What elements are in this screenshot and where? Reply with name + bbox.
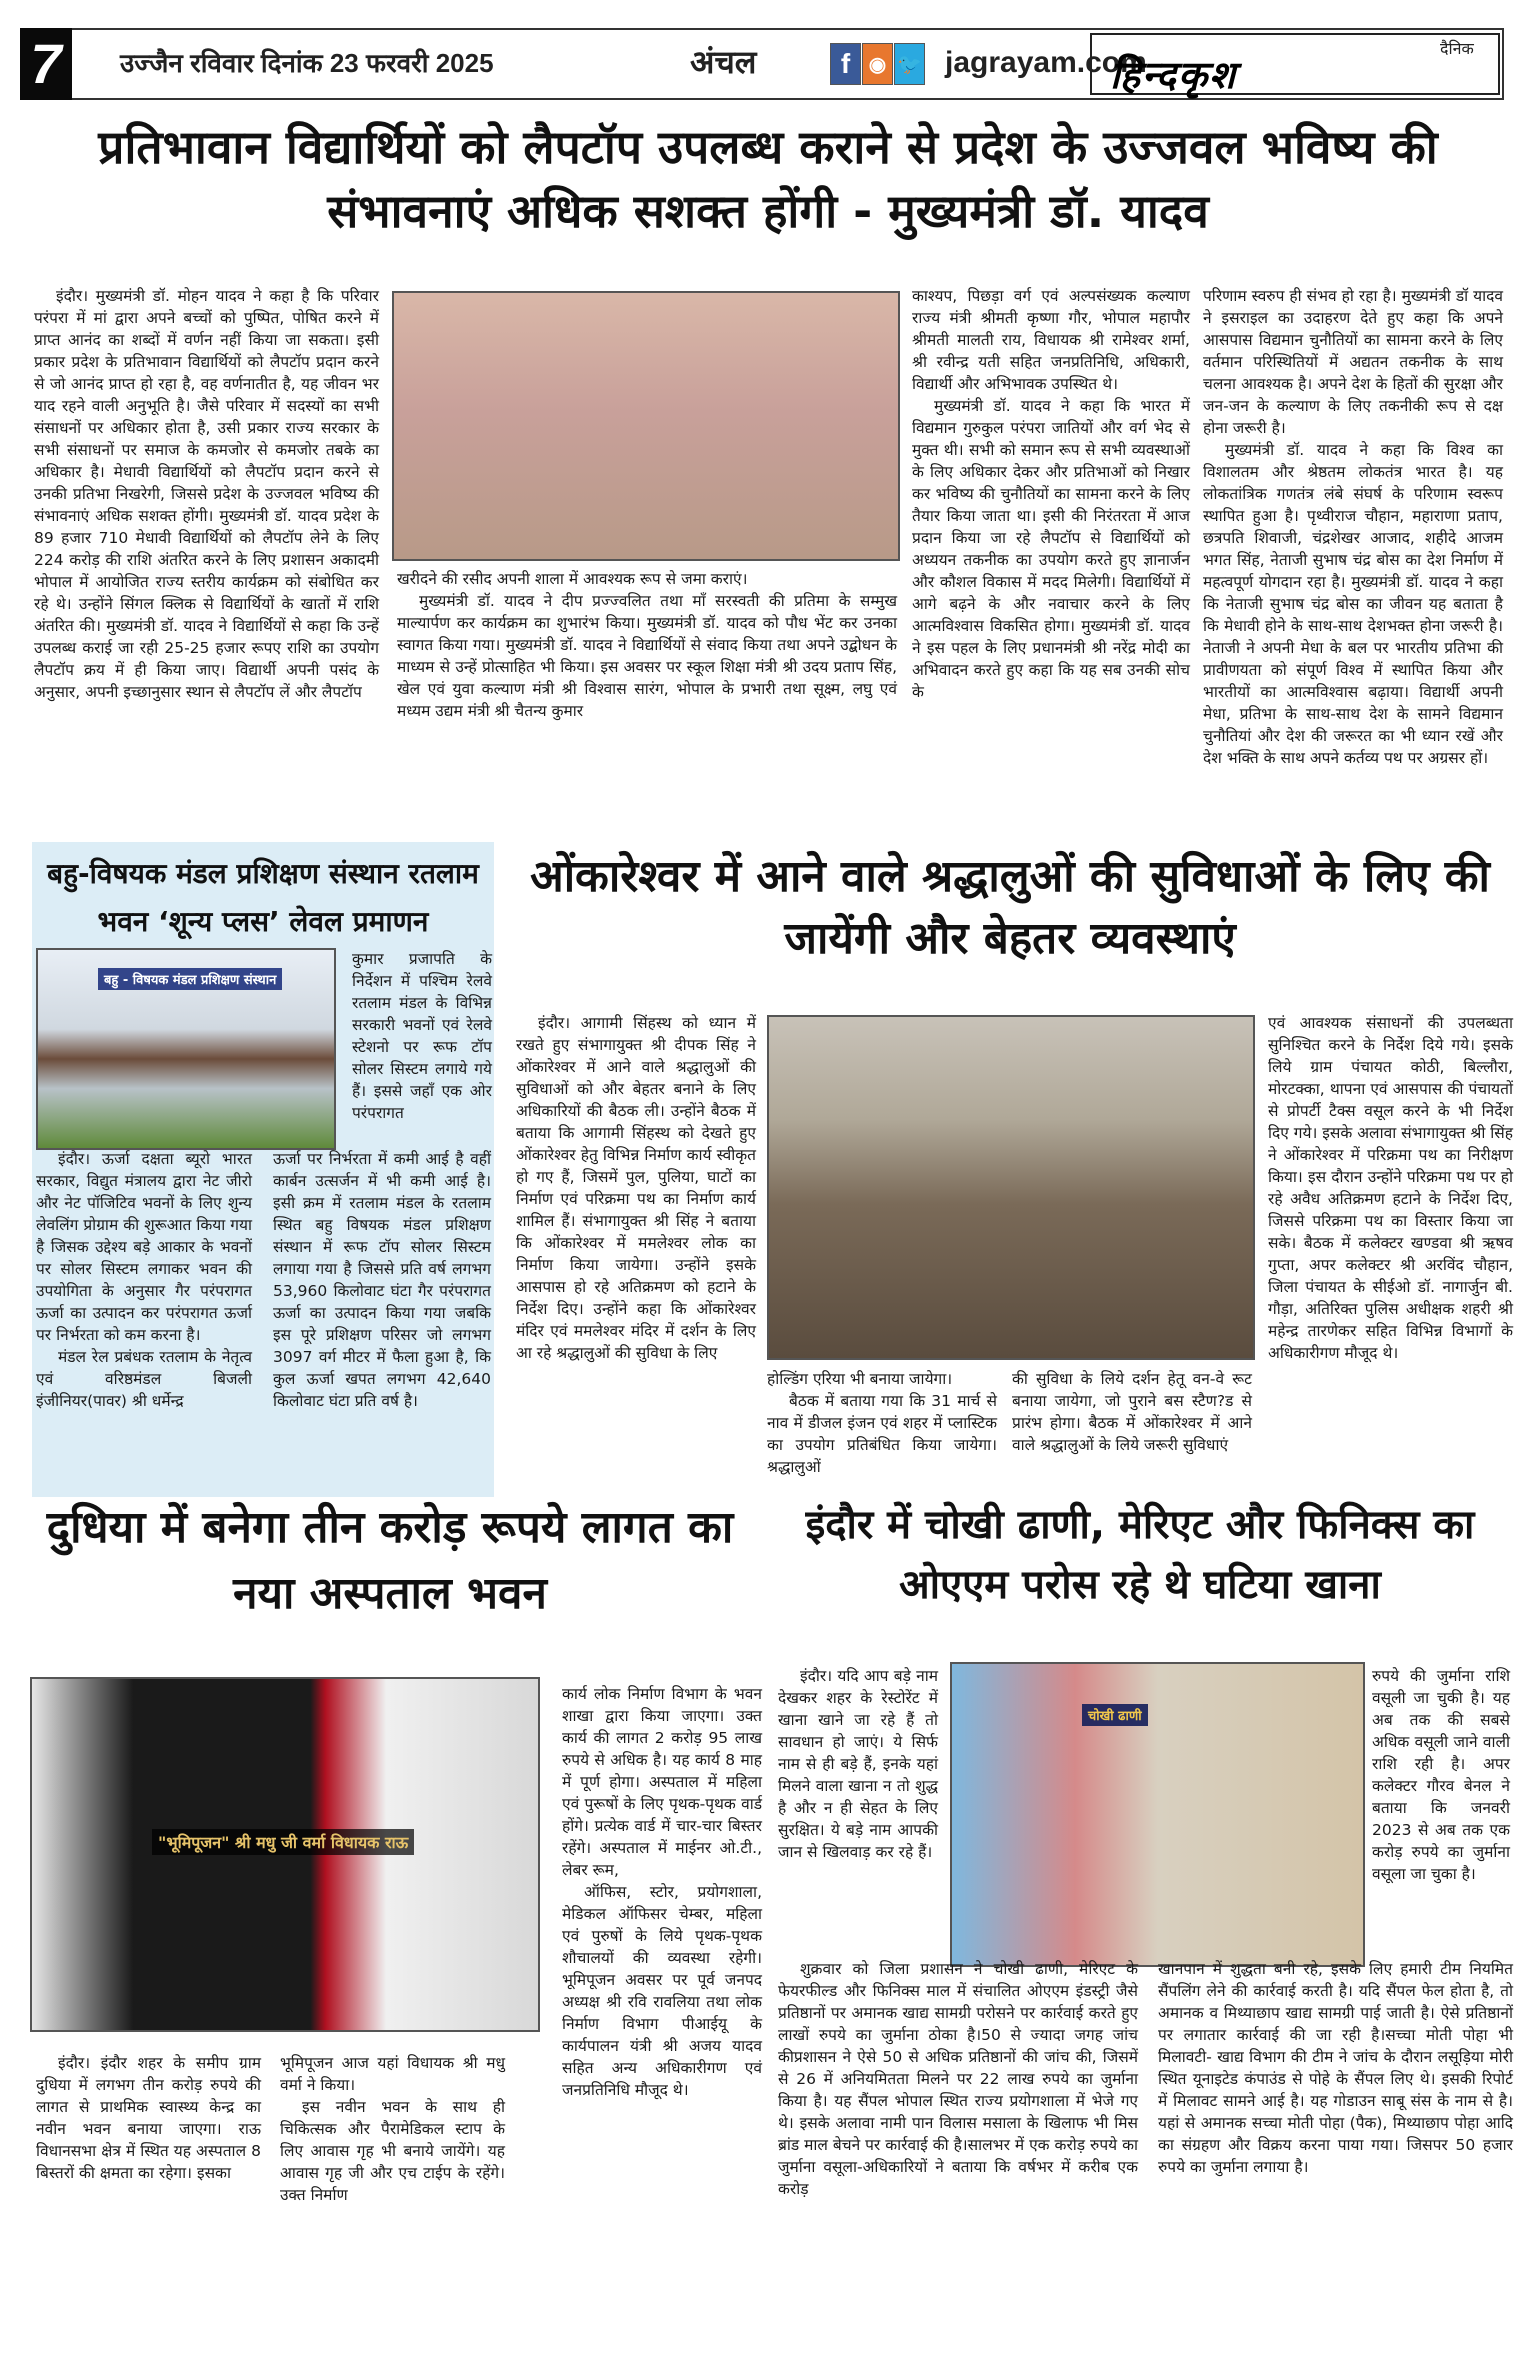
lead-column-2: [397, 568, 897, 722]
paragraph: मंडल रेल प्रबंधक रतलाम के नेतृत्व एवं वरिष्ठमंडल बिजली इंजीनियर(पावर) श्री धर्मेन्द्र: [36, 1348, 252, 1410]
meeting-photo: [767, 1015, 1255, 1360]
food-column-1: [778, 1665, 938, 1863]
paragraph: एवं आवश्यक संसाधनों की उपलब्धता सुनिश्चित करने के निर्देश दिये गये। इसके लिये ग्राम पंचायत कोठी, बिल्लौरा, मोरटक्का, थापना एवं आसपास की पंचायतों से प्रोपर्टी टैक्स वसूल करने के भी निर्देश दिए गये। इसके अलावा संभागायुक्त श्री सिंह ने ओंकारेश्वर में परिक्रमा पथ का निरीक्षण किया। इस दौरान उन्होंने परिक्रमा पथ पर हो रहे अवैध अतिक्रमण हटाने के निर्देश दिए, जिससे परिक्रमा पथ का विस्तार किया जा सके। बैठक में कलेक्टर खण्डवा श्री ऋषव गुप्ता, अपर कलेक्टर श्री अरविंद चौहान, जिला पंचायत के सीईओ डॉ. नागार्जुन बी. गौड़ा, अतिरिक्त पुलिस अधीक्षक शहरी श्री महेन्द्र तारणेकर सहित विभिन्न विभागों के अधिकारीगण मौजूद थे।: [1268, 1014, 1513, 1362]
paragraph: होल्डिंग एरिया भी बनाया जायेगा।: [767, 1370, 953, 1388]
restaurants-collage-photo: [950, 1662, 1365, 1967]
ratlam-column-1: [36, 1148, 252, 1412]
logo-title: हिन्दकृश: [1110, 52, 1237, 97]
page-number: 7: [20, 28, 72, 100]
facebook-icon[interactable]: f: [830, 43, 861, 85]
ratlam-side-column: [352, 948, 492, 1124]
ratlam-column-2: [273, 1148, 491, 1412]
paragraph: मुख्यमंत्री डॉ. यादव ने दीप प्रज्ज्वलित तथा माँ सरस्वती की प्रतिमा के सम्मुख माल्यार्पण कर कार्यक्रम का शुभारंभ किया। मुख्यमंत्री डॉ. यादव को पौध भेंट कर उनका स्वागत किया गया। मुख्यमंत्री डॉ. यादव ने विद्यार्थियों से संवाद किया तथा अपने उद्बोधन के माध्यम से उन्हें प्रोत्साहित भी किया। इस अवसर पर स्कूल शिक्षा मंत्री श्री उदय प्रताप सिंह, खेल एवं युवा कल्याण मंत्री श्री विश्वास सारंग, भोपाल के प्रभारी तथा सूक्ष्म, लघु एवं मध्यम उद्यम मंत्री श्री चैतन्य कुमार: [397, 592, 897, 720]
omkareshwar-column-4: [1268, 1012, 1513, 1364]
omkareshwar-column-3: [1012, 1368, 1252, 1456]
paragraph: रुपये की जुर्माना राशि वसूली जा चुकी है। यह अब तक की सबसे अधिक वसूली जाने वाली राशि रही है। अपर कलेक्टर गौरव बेनल ने बताया कि जनवरी 2023 से अब तक एक करोड़ रुपये का जुर्माना वसूला जा चुका है।: [1372, 1667, 1510, 1883]
ratlam-building-photo: [36, 948, 336, 1150]
paragraph: भूमिपूजन आज यहां विधायक श्री मधु वर्मा ने किया।: [280, 2054, 505, 2094]
paragraph: बैठक में बताया गया कि 31 मार्च से नाव में डीजल इंजन एवं शहर में प्लास्टिक का उपयोग प्रतिबंधित किया जायेगा। श्रद्धालुओं: [767, 1392, 997, 1476]
dudhiya-headline: दुधिया में बनेगा तीन करोड़ रूपये लागत का नया अस्पताल भवन: [46, 1502, 734, 1619]
paragraph: कुमार प्रजापति के निर्देशन में पश्चिम रेलवे रतलाम मंडल के विभिन्न सरकारी भवनों एवं रेलवे स्टेशनो पर रूफ टॉप सोलर सिस्टम लगाये गये हैं। इससे जहाँ एक ओर परंपरागत: [352, 950, 492, 1122]
paragraph: शुक्रवार को जिला प्रशासन ने चोखी ढाणी, मेरिएट के फेयरफील्ड और फिनिक्स माल में संचालित ओएएम इंडस्ट्री जैसे प्रतिष्ठानों पर अमानक खाद्य सामग्री परोसने पर कार्रवाई करते हुए लाखों रुपये का जुर्माना ठोका है।50 से ज्यादा जगह जांच कीप्रशासन ने ऐसे 50 से अधिक प्रतिष्ठानों की जांच की, जिसमें से 26 में अनियमितता मिलने पर 22 लाख रुपये का जुर्माना किया है। यह सैंपल भोपाल स्थित राज्य प्रयोगशाला में भेजे गए थे। इसके अलावा नामी पान विलास मसाला के खिलाफ भी मिस ब्रांड माल बेचने पर कार्रवाई की है।सालभर में एक करोड़ रुपये का जुर्माना वसूला-अधिकारियों ने बताया कि वर्षभर में करीब एक करोड़: [778, 1960, 1138, 2198]
website-link[interactable]: jagrayam.com: [945, 46, 1147, 79]
food-headline: इंदौर में चोखी ढाणी, मेरिएट और फिनिक्स का ओएएम परोस रहे थे घटिया खाना: [805, 1502, 1475, 1608]
rss-icon[interactable]: ◉: [862, 43, 893, 85]
paragraph: परिणाम स्वरुप ही संभव हो रहा है। मुख्यमंत्री डॉ यादव ने इसराइल का उदाहरण देते हुए कहा कि अपने आसपास विद्यमान चुनौतियों का सामना करने के लिए वर्तमान परिस्थितियों में अद्यतन तकनीक के साथ चलना आवश्यक है। अपने देश के हितों की सुरक्षा और जन-जन के कल्याण के लिए तकनीकी रूप से दक्ष होना जरूरी है।: [1203, 287, 1503, 437]
ratlam-headline: बहु-विषयक मंडल प्रशिक्षण संस्थान रतलाम भवन ‘शून्य प्लस’ लेवल प्रमाणन: [47, 857, 479, 938]
paragraph: खानपान में शुद्धता बनी रहे, इसके लिए हमारी टीम नियमित सैंपलिंग लेने की कार्रवाई करती है। यदि सैंपल फेल होता है, तो अमानक व मिथ्याछाप खाद्य सामग्री पाई जाती है। ऐसे प्रतिष्ठानों पर लगातार कार्रवाई की जा रही है।सच्चा मोती पोहा भी मिलावटी- खाद्य विभाग की टीम ने जांच के दौरान लसूड़िया मोरी स्थित यूनाइटेड कंपाउंड से पोहे के सैंपल लिए थे। इसकी रिपोर्ट में मिलावट सामने आई है। यह गोडाउन साबू संस के नाम से है। यहां से अमानक सच्चा मोती पोहा (पैक), मिथ्याछाप पोहा आदि का संग्रहण और विक्रय करना पाया गया। जिसपर 50 हजार रुपये का जुर्माना लगाया है।: [1158, 1960, 1513, 2176]
omkareshwar-column-1: [516, 1012, 756, 1364]
paragraph: कार्य लोक निर्माण विभाग के भवन शाखा द्वारा किया जाएगा। उक्त कार्य की लागत 2 करोड़ 95 लाख रुपये से अधिक है। यह कार्य 8 माह में पूर्ण होगा। अस्पताल में महिला एवं पुरूषों के लिए पृथक-पृथक वार्ड होंगे। प्रत्येक वार्ड में चार-चार बिस्तर रहेंगे। अस्पताल में माईनर ओ.टी., लेबर रूम,: [562, 1685, 762, 1879]
omkareshwar-headline: ओंकारेश्वर में आने वाले श्रद्धालुओं की सुविधाओं के लिए की जायेंगी और बेहतर व्यवस्थाएं: [530, 851, 1490, 964]
paragraph: खरीदने की रसीद अपनी शाला में आवश्यक रूप से जमा कराएं।: [397, 570, 748, 588]
lead-column-1: [34, 285, 379, 703]
paragraph: मुख्यमंत्री डॉ. यादव ने कहा कि विश्व का विशालतम और श्रेष्ठतम लोकतंत्र भारत है। यह लोकतांत्रिक गणतंत्र लंबे संघर्ष के परिणाम स्वरूप स्थापित हुआ है। पृथ्वीराज चौहान, महाराणा प्रताप, छत्रपति शिवाजी, चंद्रशेखर आजाद, शहीदे आजम भगत सिंह, नेताजी सुभाष चंद्र बोस का देश निर्माण में महत्वपूर्ण योगदान रहा है। मुख्यमंत्री डॉ. यादव ने कहा कि नेताजी सुभाष चंद्र बोस का जीवन यह बताता है कि मेधावी होने के साथ-साथ देशभक्त होना जरूरी है। नेताजी ने अपनी मेधा के बल पर भारतीय प्रतिभा की प्रावीणयता को संपूर्ण विश्व में स्थापित किया और भारतीयों का आत्मविश्वास बढ़ाया। विद्यार्थी अपनी मेधा, प्रतिभा के साथ-साथ देश के सामने विद्यमान चुनौतियां और देश की जरूरत का भी ध्यान रखें और देश भक्ति के साथ अपने कर्तव्य पथ पर अग्रसर हों।: [1203, 441, 1503, 767]
dudhiya-column-2: [280, 2052, 505, 2206]
food-column-2: [1372, 1665, 1510, 1885]
lead-headline: प्रतिभावान विद्यार्थियों को लैपटॉप उपलब्ध कराने से प्रदेश के उज्जवल भविष्य की संभावनाएं अधिक सशक्त होंगी - मुख्यमंत्री डॉ. यादव: [98, 120, 1438, 238]
paragraph: इस नवीन भवन के साथ ही चिकित्सक और पैरामेडिकल स्टाप के लिए आवास गृह भी बनाये जायेंगे। यह आवास गृह जी और एच टाईप के रहेंगे। उक्त निर्माण: [280, 2098, 505, 2204]
paragraph: इंदौर। इंदौर शहर के समीप ग्राम दुधिया में लगभग तीन करोड़ रुपये की लागत से प्राथमिक स्वास्थ्य केन्द्र का नवीन भवन बनाया जाएगा। राऊ विधानसभा क्षेत्र में स्थित यह अस्पताल 8 बिस्तरों की क्षमता का रहेगा। इसका: [36, 2054, 261, 2182]
photo-signboard: चोखी ढाणी: [1082, 1704, 1148, 1726]
paragraph: की सुविधा के लिये दर्शन हेतू वन-वे रूट बनाया जायेगा, जो पुराने बस स्टैण?ड से प्रारंभ होगा। बैठक में ओंकारेश्वर में आने वाले श्रद्धालुओं के लिये जरूरी सुविधाएं: [1012, 1370, 1252, 1454]
paragraph: ऑफिस, स्टोर, प्रयोगशाला, मेडिकल ऑफिसर चेम्बर, महिला एवं पुरुषों के लिये पृथक-पृथक शौचालयों की व्यवस्था रहेगी। भूमिपूजन अवसर पर पूर्व जनपद अध्यक्ष श्री रवि रावलिया तथा लोक निर्माण विभाग पीआईयू के कार्यपालन यंत्री श्री अजय यादव सहित अन्य अधिकारीगण एवं जनप्रतिनिधि मौजूद थे।: [562, 1883, 762, 2099]
lead-photo-laptop-distribution: [392, 291, 900, 561]
dudhiya-column-1: [36, 2052, 261, 2184]
photo-signboard: बहु - विषयक मंडल प्रशिक्षण संस्थान: [98, 968, 282, 990]
dateline: उज्जैन रविवार दिनांक 23 फरवरी 2025: [120, 48, 494, 78]
twitter-icon[interactable]: 🐦: [894, 43, 925, 85]
logo-subtitle: दैनिक: [1440, 39, 1474, 58]
paragraph: काश्यप, पिछड़ा वर्ग एवं अल्पसंख्यक कल्याण राज्य मंत्री श्रीमती कृष्णा गौर, भोपाल महापौर श्रीमती मालती राय, विधायक श्री रामेश्वर शर्मा, श्री रवीन्द्र यती सहित जनप्रतिनिधि, अधिकारी, विद्यार्थी और अभिभावक उपस्थित थे।: [912, 287, 1190, 393]
dudhiya-column-3: [562, 1683, 762, 2101]
food-column-4: [1158, 1958, 1513, 2178]
paragraph: इंदौर। मुख्यमंत्री डॉ. मोहन यादव ने कहा है कि परिवार परंपरा में मां द्वारा अपने बच्चों को पुष्पित, पोषित करने में प्राप्त आनंद का शब्दों में वर्णन नहीं किया जा सकता। इसी प्रकार प्रदेश के प्रतिभावान विद्यार्थियों को लैपटॉप प्रदान करने से जो आनंद प्राप्त हो रहा है, वह वर्णनातीत है, यह जीवन भर याद रहने वाली अनुभूति है। जैसे परिवार में सदस्यों का सभी संसाधनों पर अधिकार होता है, उसी प्रकार राज्य सरकार के सभी संसाधनों पर समाज के कमजोर से कमजोर तबके का अधिकार है। मेधावी विद्यार्थियों को लैपटॉप प्रदान करने से उनकी प्रतिभा निखरेगी, जिससे प्रदेश के उज्जवल भविष्य की संभावनाएं अधिक सशक्त होंगी। मुख्यमंत्री डॉ. यादव प्रदेश के 89 हजार 710 मेधावी विद्यार्थियों को लैपटॉप लेने के लिए 224 करोड़ की राशि अंतरित करने के लिए प्रशासन अकादमी भोपाल में आयोजित राज्य स्तरीय कार्यक्रम को संबोधित कर रहे थे। उन्होंने सिंगल क्लिक से विद्यार्थियों के खातों में राशि अंतरित की। मुख्यमंत्री डॉ. यादव ने विद्यार्थियों से कहा कि उन्हें उपलब्ध कराई जा रही 25-25 हजार रूपए राशि का उपयोग लैपटॉप क्रय में ही किया जाए। विद्यार्थी अपनी पसंद के अनुसार, अपनी इच्छानुसार स्थान से लैपटॉप लें और लैपटॉप: [34, 287, 379, 701]
omkareshwar-column-2: [767, 1368, 997, 1478]
paragraph: इंदौर। यदि आप बड़े नाम देखकर शहर के रेस्टोरेंट में खाना खाने जा रहे हैं तो सावधान हो जाएं। ये सिर्फ नाम से ही बड़े हैं, इनके यहां मिलने वाला खाना न तो शुद्ध है और न ही सेहत के लिए सुरक्षित। ये बड़े नाम आपकी जान से खिलवाड़ कर रहे हैं।: [778, 1667, 938, 1861]
paragraph: इंदौर। ऊर्जा दक्षता ब्यूरो भारत सरकार, विद्युत मंत्रालय द्वारा नेट जीरो और नेट पॉजिटिव भवनों के लिए शुन्य लेवलिंग प्रोग्राम की शुरूआत किया गया है जिसक उद्देश्य बड़े आकार के भवनों पर सोलर सिस्टम लगाकर भवन की उपयोगिता के अनुसार गैर परंपरागत ऊर्जा का उत्पादन कर परंपरागत ऊर्जा पर निर्भरता को कम करना है।: [36, 1150, 252, 1344]
paragraph: इंदौर। आगामी सिंहस्थ को ध्यान में रखते हुए संभागायुक्त श्री दीपक सिंह ने ओंकारेश्वर में आने वाले श्रद्धालुओं की सुविधाओं को और बेहतर बनाने के लिए अधिकारियों की बैठक ली। उन्होंने बैठक में बताया कि आगामी सिंहस्थ को देखते हुए ओंकारेश्वर हेतु विभिन्न निर्माण कार्य स्वीकृत हो गए हैं, जिसमें पुल, पुलिया, घाटों का निर्माण एवं परिक्रमा पथ का निर्माण कार्य शामिल हैं। संभागायुक्त श्री सिंह ने बताया कि ओंकारेश्वर में ममलेश्वर लोक का निर्माण किया जायेगा। उन्होंने इसके आसपास हो रहे अतिक्रमण को हटाने के निर्देश दिए। उन्होंने कहा कि ओंकारेश्वर मंदिर एवं ममलेश्वर मंदिर में दर्शन के लिए आ रहे श्रद्धालुओं की सुविधा के लिए: [516, 1014, 756, 1362]
paragraph: मुख्यमंत्री डॉ. यादव ने कहा कि भारत में विद्यमान गुरुकुल परंपरा जातियों और वर्ग भेद से मुक्त थी। सभी को समान रूप से सभी व्यवस्थाओं के लिए अधिकार देकर और प्रतिभाओं को निखार कर भविष्य की चुनौतियों का सामना करने के लिए तैयार किया जाता था। इसी की निरंतरता में आज प्रदान किया जा रहे लैपटॉप से विद्यार्थियों को अध्ययन तकनीक का उपयोग करते हुए ज्ञानार्जन और कौशल विकास में मदद मिलेगी। विद्यार्थियों में आगे बढ़ने के और नवाचार करने के लिए आत्मविश्वास विकसित होगा। मुख्यमंत्री डॉ. यादव ने इस पहल के लिए प्रधानमंत्री श्री नरेंद्र मोदी का अभिवादन करते हुए कहा कि यह सब उनकी सोच के: [912, 397, 1190, 701]
lead-column-4: [1203, 285, 1503, 769]
food-column-3: [778, 1958, 1138, 2200]
section-name: अंचल: [690, 44, 757, 80]
paragraph: ऊर्जा पर निर्भरता में कमी आई है वहीं कार्बन उत्सर्जन में भी कमी आई है। इसी क्रम में रतलाम मंडल के रतलाम स्थित बहु विषयक मंडल प्रशिक्षण संस्थान में रूफ टॉप सोलर सिस्टम लगाया गया है जिससे प्रति वर्ष लगभग 53,960 किलोवाट घंटा गैर परंपरागत ऊर्जा का उत्पादन किया गया जबकि इस पूरे प्रशिक्षण परिसर जो लगभग 3097 वर्ग मीटर में फैला हुआ है, कि कुल ऊर्जा खपत लगभग 42,640 किलोवाट घंटा प्रति वर्ष है।: [273, 1150, 491, 1410]
plaque-text: "भूमिपूजन" श्री मधु जी वर्मा विधायक राऊ: [152, 1829, 414, 1855]
lead-column-3: [912, 285, 1190, 703]
bhoomipujan-photo: [30, 1677, 540, 2032]
